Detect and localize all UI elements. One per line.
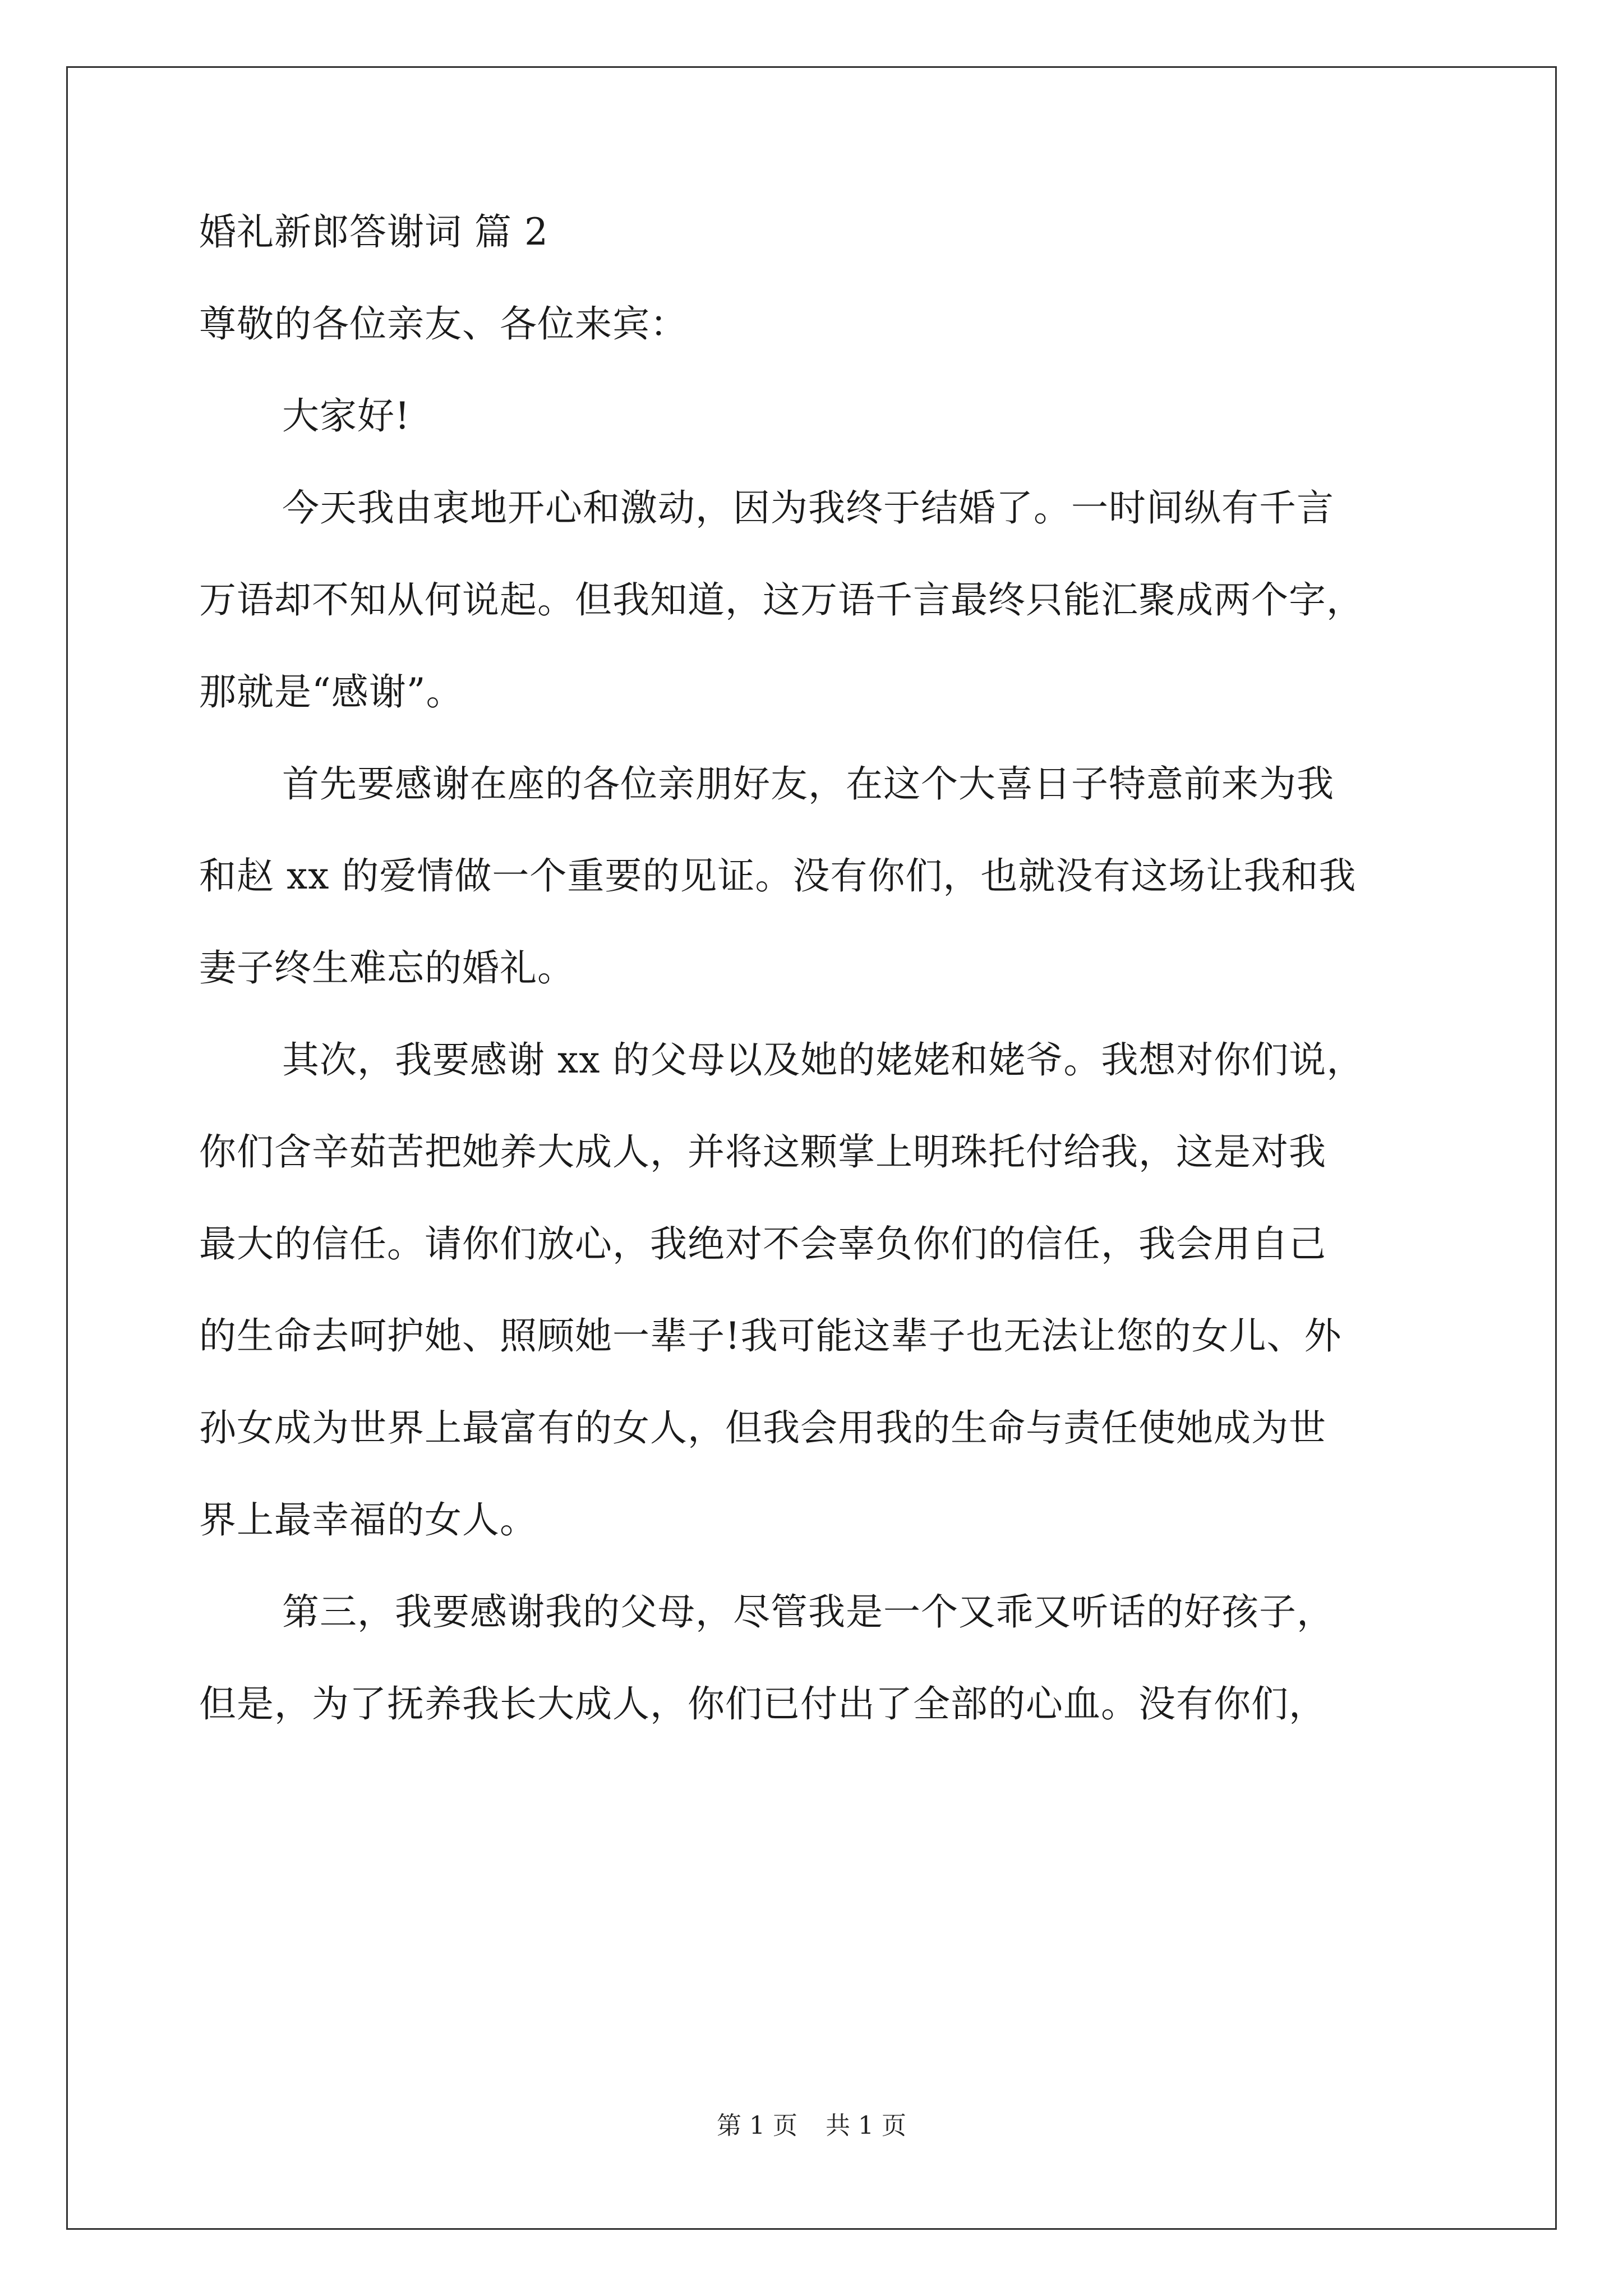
paragraph-line: 妻子终生难忘的婚礼。 xyxy=(199,946,575,990)
page-footer xyxy=(0,2109,1623,2143)
paragraph-line: 第三，我要感谢我的父母，尽管我是一个又乖又听话的好孩子， xyxy=(282,1590,1334,1634)
paragraph-line: 孙女成为世界上最富有的女人，但我会用我的生命与责任使她成为世 xyxy=(199,1406,1326,1450)
paragraph-4 xyxy=(199,1588,1433,1729)
paragraph-line: 但是，为了抚养我长大成人，你们已付出了全部的心血。没有你们， xyxy=(199,1682,1326,1726)
paragraph-line: 最大的信任。请你们放心，我绝对不会辜负你们的信任，我会用自己 xyxy=(199,1222,1326,1266)
paragraph-2 xyxy=(199,760,1433,993)
paragraph-1 xyxy=(199,484,1433,717)
paragraph-line: 今天我由衷地开心和激动，因为我终于结婚了。一时间纵有千言 xyxy=(282,486,1334,530)
page-total: 共 1 页 xyxy=(826,2111,906,2140)
paragraph-line: 和赵 xx 的爱情做一个重要的见证。没有你们，也就没有这场让我和我 xyxy=(199,854,1357,898)
paragraph-line: 的生命去呵护她、照顾她一辈子!我可能这辈子也无法让您的女儿、外 xyxy=(199,1314,1342,1358)
paragraph-line: 你们含辛茹苦把她养大成人，并将这颗掌上明珠托付给我，这是对我 xyxy=(199,1130,1326,1174)
paragraph-3 xyxy=(199,1036,1433,1545)
paragraph-line: 万语却不知从何说起。但我知道，这万语千言最终只能汇聚成两个字， xyxy=(199,578,1364,622)
paragraph-line: 其次，我要感谢 xx 的父母以及她的姥姥和姥爷。我想对你们说， xyxy=(282,1038,1364,1082)
page-number: 第 1 页 xyxy=(717,2111,797,2140)
paragraph-line: 首先要感谢在座的各位亲朋好友，在这个大喜日子特意前来为我 xyxy=(282,762,1334,806)
document-title: 婚礼新郎答谢词 篇 2 xyxy=(199,210,548,254)
paragraph-line: 界上最幸福的女人。 xyxy=(199,1498,537,1542)
paragraph-line: 那就是“感谢”。 xyxy=(199,670,464,714)
document-body xyxy=(199,208,1433,1772)
greeting: 大家好! xyxy=(282,394,411,438)
salutation: 尊敬的各位亲友、各位来宾： xyxy=(199,302,688,346)
